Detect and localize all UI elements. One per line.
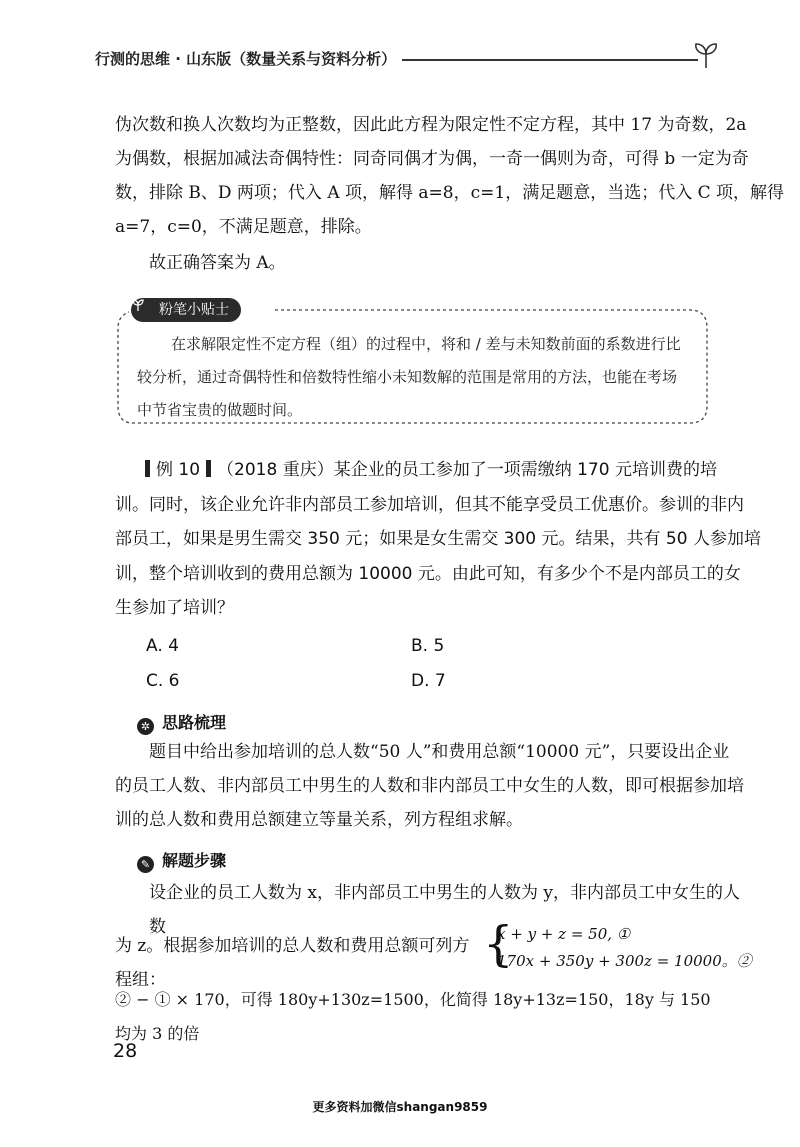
paragraph-line: 的员工人数、非内部员工中男生的人数和非内部员工中女生的人数，即可根据参加培 bbox=[115, 776, 744, 796]
steps-line: 为 z。根据参加培训的总人数和费用总额可列方程组： bbox=[115, 936, 470, 990]
example-label: 例 10 bbox=[156, 460, 201, 480]
running-header bbox=[95, 40, 720, 76]
example-line: 部员工，如果是男生需交 350 元；如果是女生需交 300 元。结果，共有 50 人参加培 bbox=[115, 529, 761, 549]
example-label-bar bbox=[145, 460, 150, 477]
steps-line: ② − ① × 170，可得 180y+130z=1500，化简得 18y+13z=150，18y 与 150 均为 3 的倍 bbox=[115, 990, 711, 1043]
tip-text bbox=[137, 328, 697, 427]
paragraph-line: 训的总人数和费用总额建立等量关系，列方程组求解。 bbox=[115, 810, 523, 830]
example-label-bar bbox=[206, 460, 211, 477]
example-line: 生参加了培训？ bbox=[115, 598, 234, 618]
option-d: D. 7 bbox=[411, 671, 446, 691]
tip-box bbox=[115, 298, 710, 426]
example-first-line bbox=[115, 453, 715, 488]
footer-note: 更多资料加微信shangan9859 bbox=[312, 1100, 488, 1114]
section-title: 思路梳理 bbox=[162, 713, 227, 732]
equation-brace: { bbox=[483, 916, 514, 972]
tip-line: 在求解限定性不定方程（组）的过程中，将和 / 差与未知数前面的系数进行比 bbox=[171, 335, 681, 353]
wrench-icon: ✎ bbox=[137, 856, 154, 873]
example-line: 训。同时，该企业允许非内部员工参加培训，但其不能享受员工优惠价。参训的非内 bbox=[115, 494, 744, 515]
equation-2: 170x + 350y + 300z = 10000。② bbox=[497, 952, 752, 970]
paragraph-line: 数，排除 B、D 两项；代入 A 项，解得 a=8，c=1，满足题意，当选；代入 C 项，解得 bbox=[115, 183, 785, 203]
gear-icon: ✲ bbox=[137, 718, 154, 735]
example-question bbox=[115, 453, 761, 626]
example-text: （2018 重庆）某企业的员工参加了一项需缴纳 170 元培训费的培 bbox=[217, 460, 717, 480]
sprout-icon bbox=[692, 40, 720, 70]
option-a: A. 4 bbox=[146, 636, 179, 656]
solution-paragraph bbox=[115, 108, 785, 244]
section-heading-steps bbox=[137, 848, 226, 873]
page-number: 28 bbox=[113, 1040, 138, 1062]
section-heading-approach bbox=[137, 710, 226, 735]
approach-paragraph bbox=[115, 735, 744, 837]
paragraph-line: 为偶数，根据加减法奇偶特性：同奇同偶才为偶，一奇一偶则为奇，可得 b 一定为奇 bbox=[115, 149, 749, 169]
paragraph-line: a=7，c=0，不满足题意，排除。 bbox=[115, 217, 372, 237]
paragraph-line: 伪次数和换人次数均为正整数，因此此方程为限定性不定方程，其中 17 为奇数，2a bbox=[115, 115, 747, 135]
header-title: 行测的思维 · 山东版（数量关系与资料分析） bbox=[95, 48, 402, 69]
example-line: 训，整个培训收到的费用总额为 10000 元。由此可知，有多少个不是内部员工的女 bbox=[115, 563, 741, 584]
paragraph-line: 题目中给出参加培训的总人数“50 人”和费用总额“10000 元”，只要设出企业 bbox=[149, 742, 730, 762]
tip-badge bbox=[131, 298, 241, 322]
steps-line: 设企业的员工人数为 x，非内部员工中男生的人数为 y，非内部员工中女生的人数 bbox=[149, 883, 740, 937]
tip-line: 较分析，通过奇偶特性和倍数特性缩小未知数解的范围是常用的方法，也能在考场 bbox=[137, 368, 678, 386]
answer-line: 故正确答案为 A。 bbox=[149, 253, 286, 273]
option-b: B. 5 bbox=[411, 636, 445, 656]
tip-line: 中节省宝贵的做题时间。 bbox=[137, 401, 303, 419]
equation-1: x + y + z = 50, ① bbox=[497, 925, 631, 943]
tip-badge-label: 粉笔小贴士 bbox=[159, 302, 229, 318]
option-c: C. 6 bbox=[146, 671, 180, 691]
section-title: 解题步骤 bbox=[162, 851, 227, 870]
equation-system bbox=[483, 916, 752, 973]
